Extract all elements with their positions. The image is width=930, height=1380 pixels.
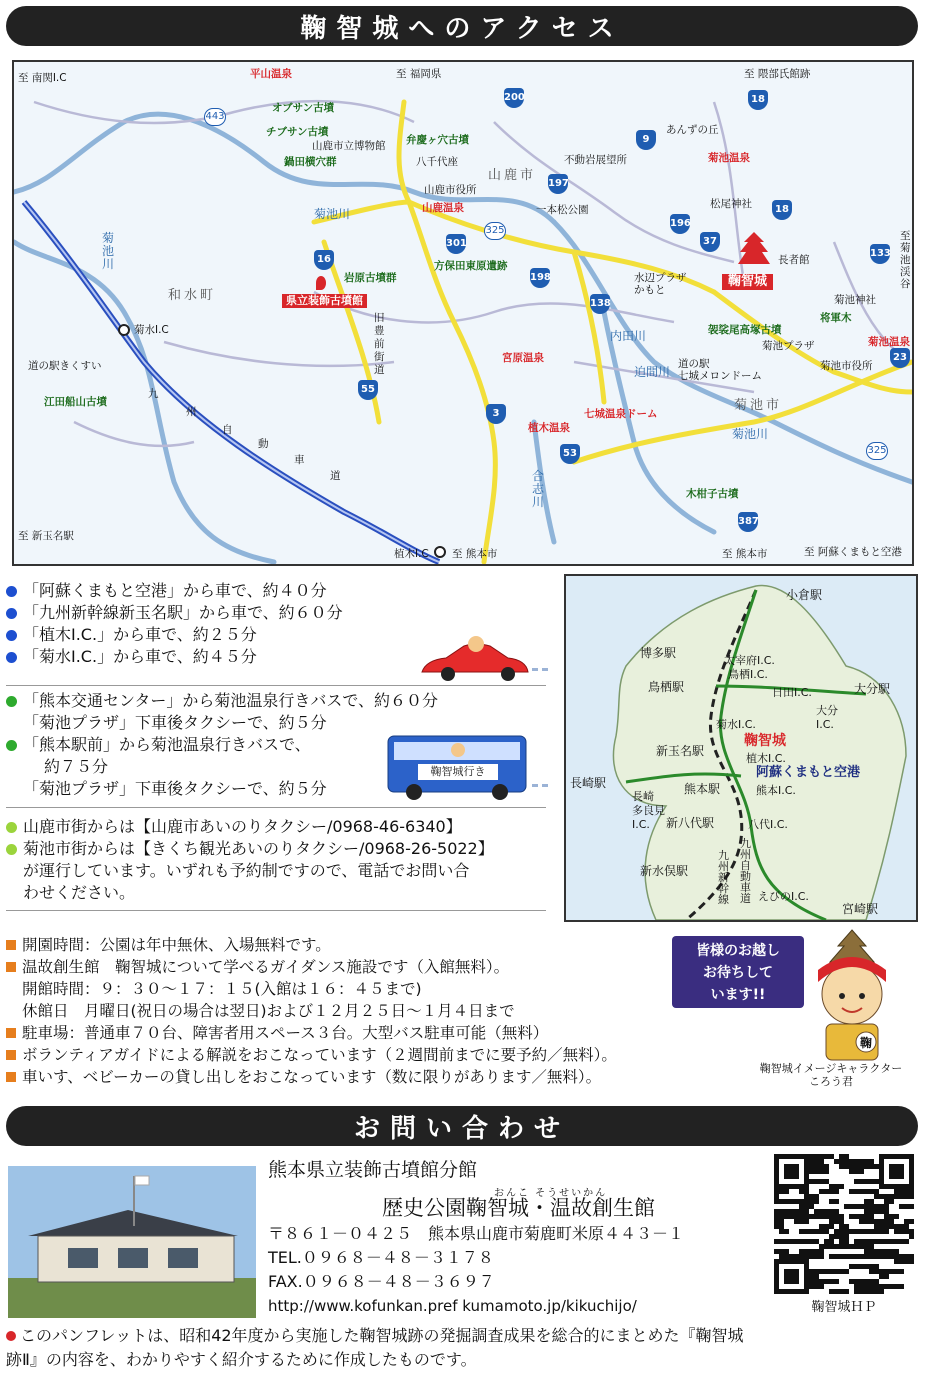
route-200: 200: [504, 88, 524, 108]
km-nagasaki-isahaya: 長崎 多良見 I.C.: [632, 790, 665, 831]
access-instructions: [6, 576, 546, 911]
car-line-2: 「九州新幹線新玉名駅」から車で、約６０分: [6, 602, 546, 624]
km-kumamoto-ic: 熊本I.C.: [756, 784, 796, 797]
km-kumamoto: 熊本駅: [684, 782, 721, 796]
route-443: 443: [204, 108, 226, 126]
kyushu-overview-map: [564, 574, 918, 922]
exp-label-6: 道: [330, 470, 341, 482]
contact-url[interactable]: http://www.kofunkan.pref kumamoto.jp/kikuchijo/: [268, 1297, 637, 1315]
river-label-low: 菊池川: [732, 427, 769, 441]
contact-tel: TEL.０９６８－４８－３１７８: [268, 1248, 494, 1267]
road-138: [574, 252, 604, 402]
km-tosu-ic: 鳥栖I.C.: [728, 668, 768, 681]
km-kokura: 小倉駅: [786, 588, 823, 602]
river-label-mid: 菊池川: [314, 207, 351, 221]
road-route3: [399, 102, 498, 562]
mascot-badge: 鞠: [859, 1036, 872, 1050]
route-197: 197: [548, 174, 568, 194]
route-37: 37: [700, 232, 720, 252]
footnote: このパンフレットは、昭和42年度から実施した鞠智城跡の発掘調査成果を総合的にまとめた『鞠智城 跡Ⅱ』の内容を、わかりやすく紹介するために作成したものです。: [6, 1326, 744, 1369]
access-title: 鞠智城へのアクセス: [300, 13, 624, 44]
museum-pin-icon: [316, 276, 326, 290]
km-oita-ic: 大分 I.C.: [816, 704, 838, 731]
km-shintamana: 新玉名駅: [656, 744, 705, 758]
river-label-uchida: 内田川: [610, 329, 647, 343]
taxi-line-1: 山鹿市街からは【山鹿市あいのりタクシー/0968-46-6340】: [6, 816, 546, 838]
facility-info: [6, 934, 766, 1088]
route-325b: 325: [866, 442, 888, 460]
route-18b: 18: [772, 200, 792, 220]
km-hita: 日田I.C.: [772, 686, 812, 699]
area-yamaga: 山鹿市: [488, 168, 537, 183]
km-nagasaki: 長崎駅: [570, 776, 607, 790]
car-line-4: 「菊水I.C.」から車で、約４５分: [6, 646, 546, 668]
orange-bullet-icon: [6, 1050, 16, 1060]
onsen-nanajo: 七城温泉ドーム: [584, 408, 658, 420]
exp-label-1: 九: [148, 388, 159, 400]
river-label-goshi: 合 志 川: [532, 469, 545, 509]
lime-bullet-icon: [6, 844, 17, 855]
dest-aso-airport: 至 阿蘇くまもと空港: [804, 546, 902, 558]
exp-label-3: 自: [222, 424, 233, 436]
route-301: 301: [446, 234, 466, 254]
place-kikuchi-office: 菊池市役所: [820, 360, 873, 372]
place-anzu: あんずの丘: [666, 124, 719, 136]
place-ipponmatsu: 一本松公園: [536, 204, 589, 216]
dest-kumabe: 至 隈部氏館跡: [744, 68, 811, 80]
place-michinoeki-kikusui: 道の駅きくすい: [28, 360, 102, 372]
red-bullet-icon: [6, 1331, 16, 1341]
orange-bullet-icon: [6, 962, 16, 972]
route-196: 196: [670, 214, 690, 234]
car-line-1: 「阿蘇くまもと空港」から車で、約４０分: [6, 580, 546, 602]
facility-photo: [8, 1166, 256, 1318]
place-kikuchi-plaza: 菊池プラザ: [762, 340, 815, 352]
bus-icon: [384, 730, 554, 805]
place-michinoeki-shichijo: 道の駅 七城メロンドーム: [678, 358, 762, 382]
mascot-speech-banner: 皆様のお越し お待ちして います!!: [672, 936, 804, 1008]
kofun-chibusan: チブサン古墳: [266, 126, 329, 138]
contact-org2: 歴史公園鞠智城・温故創生館: [382, 1196, 655, 1220]
km-kyushu-exp: 九州自動車道: [740, 837, 751, 905]
route-325a: 325: [484, 222, 506, 240]
km-yatsushiro-ic: 八代I.C.: [748, 818, 788, 831]
place-yachiyoza: 八千代座: [416, 156, 458, 168]
route-387: 387: [738, 512, 758, 532]
bus-sign: 鞠智城行き: [430, 765, 486, 778]
kofun-urafunao: 袈裟尾高塚古墳: [708, 324, 782, 336]
info-line-5: 駐車場：普通車７０台、障害者用スペース３台。大型バス駐車可能（無料）: [6, 1022, 766, 1044]
info-line-6: ボランティアガイドによる解説をおこなっています（２週間前までに要予約／無料）。: [6, 1044, 766, 1066]
place-yamaga-office: 山鹿市役所: [424, 184, 477, 196]
kofun-benkeigaana: 弁慶ヶ穴古墳: [406, 134, 469, 146]
route-23: 23: [890, 348, 910, 368]
km-kikusui-ic: 菊水I.C.: [716, 718, 756, 731]
lime-bullet-icon: [6, 822, 17, 833]
river-label-left: 菊 池 川: [102, 231, 115, 271]
onsen-miyahara: 宮原温泉: [502, 352, 544, 364]
onsen-kikuchi: 菊池温泉: [868, 336, 910, 348]
kofun-edafunayama: 江田船山古墳: [44, 396, 107, 408]
taxi-line-2: 菊池市街からは【きくち観光あいのりタクシー/0968-26-5022】: [6, 838, 546, 860]
bus-line-4: 約７５分: [44, 757, 109, 776]
museum-label: 県立装飾古墳館: [282, 294, 367, 308]
taxi-line-3: が運行しています。いずれも予約制ですので、電話でお問い合: [23, 861, 470, 880]
onsen-ueki: 植木温泉: [528, 422, 570, 434]
route-53: 53: [560, 444, 580, 464]
bus-line-3: 「熊本駅前」から菊池温泉行きバスで、: [6, 734, 546, 756]
route-55: 55: [358, 380, 378, 400]
ic-kikusui: 菊水I.C: [134, 324, 169, 336]
dest-fukuoka: 至 福岡県: [396, 68, 442, 80]
dest-kikuchi-keikoku: 至 菊池渓谷: [900, 230, 911, 290]
km-shinyatsushiro: 新八代駅: [666, 816, 715, 830]
kofun-iwabaru: 岩原古墳群: [344, 272, 397, 284]
exp-label-2: 州: [186, 406, 197, 418]
old-bungo-label: 旧 豊 前 街 道: [374, 312, 385, 376]
qr-code-icon[interactable]: [774, 1154, 914, 1294]
taxi-line-4: わせください。: [23, 883, 136, 902]
area-kikuchi: 菊池市: [734, 398, 783, 413]
kikusui-ic-icon: [118, 324, 130, 336]
access-by-bus: [6, 686, 546, 808]
access-by-taxi: [6, 808, 546, 911]
info-line-1: 開園時間：公園は年中無休、入場無料です。: [6, 934, 766, 956]
contact-details: [268, 1156, 768, 1318]
place-chojakan: 長者館: [778, 254, 810, 266]
contact-banner: [6, 1106, 918, 1146]
qr-caption: 鞠智城ＨＰ: [811, 1300, 877, 1315]
route-16: 16: [314, 250, 334, 270]
contact-org1: 熊本県立装飾古墳館分館: [268, 1159, 478, 1181]
car-line-3: 「植木I.C.」から車で、約２５分: [6, 624, 546, 646]
place-museum-yamaga: 山鹿市立博物館: [312, 140, 386, 152]
place-fudoiwa: 不動岩展望所: [564, 154, 627, 166]
kofun-nabeta: 鍋田横穴群: [284, 156, 337, 168]
exp-label-4: 動: [258, 438, 269, 450]
blue-bullet-icon: [6, 652, 17, 663]
area-wasui: 和水町: [168, 288, 217, 303]
dest-kumamoto-2: 至 熊本市: [722, 548, 768, 560]
km-oita: 大分駅: [854, 682, 891, 696]
blue-bullet-icon: [6, 630, 17, 641]
onsen-kikuchi-north: 菊池温泉: [708, 152, 750, 164]
orange-bullet-icon: [6, 1072, 16, 1082]
red-car-icon: [416, 632, 556, 692]
orange-bullet-icon: [6, 940, 16, 950]
contact-title: お問い合わせ: [353, 1113, 570, 1144]
info-line-4: 休館日 月曜日(祝日の場合は翌日)および１２月２５日～１月４日まで: [22, 1002, 515, 1020]
castle-label: 鞠智城: [722, 274, 773, 290]
contact-ruby: おんこ そうせいかん: [494, 1188, 608, 1199]
route-133: 133: [870, 244, 890, 264]
place-matsuo-shrine: 松尾神社: [710, 198, 752, 210]
green-bullet-icon: [6, 740, 17, 751]
kofun-kikanshi: 木柑子古墳: [686, 488, 739, 500]
blue-bullet-icon: [6, 608, 17, 619]
route-3a: 3: [486, 404, 506, 424]
access-map: [12, 60, 914, 566]
km-aso-airport: 阿蘇くまもと空港: [756, 765, 861, 780]
dest-minamiseki: 至 南関I.C: [18, 72, 67, 84]
orange-bullet-icon: [6, 1028, 16, 1038]
contact-fax: FAX.０９６８－４８－３６９７: [268, 1272, 495, 1291]
river-label-sakoma: 迫間川: [634, 365, 671, 379]
access-by-car: [6, 576, 546, 686]
dest-shintamana: 至 新玉名駅: [18, 530, 74, 542]
bus-line-5: 「菊池プラザ」下車後タクシーで、約５分: [23, 779, 327, 798]
route-138: 138: [590, 294, 610, 314]
onsen-yamaga: 山鹿温泉: [422, 202, 464, 214]
place-shogunki: 将軍木: [820, 312, 852, 324]
route-198: 198: [530, 268, 550, 288]
km-dazaifu: 太宰府I.C.: [724, 654, 775, 667]
contact-address: 〒８６１－０４２５ 熊本県山鹿市菊鹿町米原４４３－１: [268, 1224, 685, 1243]
info-line-3: 開館時間：９：３０～１７：１５(入館は１６：４５まで): [22, 980, 422, 998]
km-ueki-ic: 植木I.C.: [746, 752, 786, 765]
mascot-caption: 鞠智城イメージキャラクター ころう君: [759, 1062, 903, 1088]
km-shinkansen: 九州新幹線: [718, 849, 729, 906]
kofun-hobota: 方保田東原遺跡: [434, 260, 508, 272]
castle-icon: [734, 230, 774, 270]
bus-line-1: 「熊本交通センター」から菊池温泉行きバスで、約６０分: [6, 690, 546, 712]
access-banner: [6, 6, 918, 46]
place-mizube: 水辺プラザ かもと: [634, 272, 687, 296]
route-9: 9: [636, 130, 656, 150]
ueki-ic-icon: [434, 546, 446, 558]
km-shinminamata: 新水俣駅: [640, 864, 689, 878]
route-18: 18: [748, 90, 768, 110]
ic-ueki: 植木I.C: [394, 548, 429, 560]
km-miyazaki: 宮崎駅: [842, 902, 879, 916]
onsen-hirayama: 平山温泉: [250, 68, 292, 80]
dest-kumamoto-1: 至 熊本市: [452, 548, 498, 560]
place-kikuchi-shrine: 菊池神社: [834, 294, 876, 306]
km-hakata: 博多駅: [640, 646, 677, 660]
bus-line-2: 「菊池プラザ」下車後タクシーで、約５分: [23, 713, 327, 732]
kofun-obusan: オブサン古墳: [272, 102, 335, 114]
km-ebino-ic: えびのI.C.: [758, 890, 809, 903]
km-tosu: 鳥栖駅: [648, 680, 685, 694]
blue-bullet-icon: [6, 586, 17, 597]
green-bullet-icon: [6, 696, 17, 707]
info-line-7: 車いす、ベビーカーの貸し出しをおこなっています（数に限りがあります／無料）。: [6, 1066, 766, 1088]
exp-label-5: 車: [294, 454, 305, 466]
km-kikuchijo: 鞠智城: [744, 733, 786, 749]
info-line-2: 温故創生館 鞠智城について学べるガイダンス施設です（入館無料）。: [6, 956, 766, 978]
